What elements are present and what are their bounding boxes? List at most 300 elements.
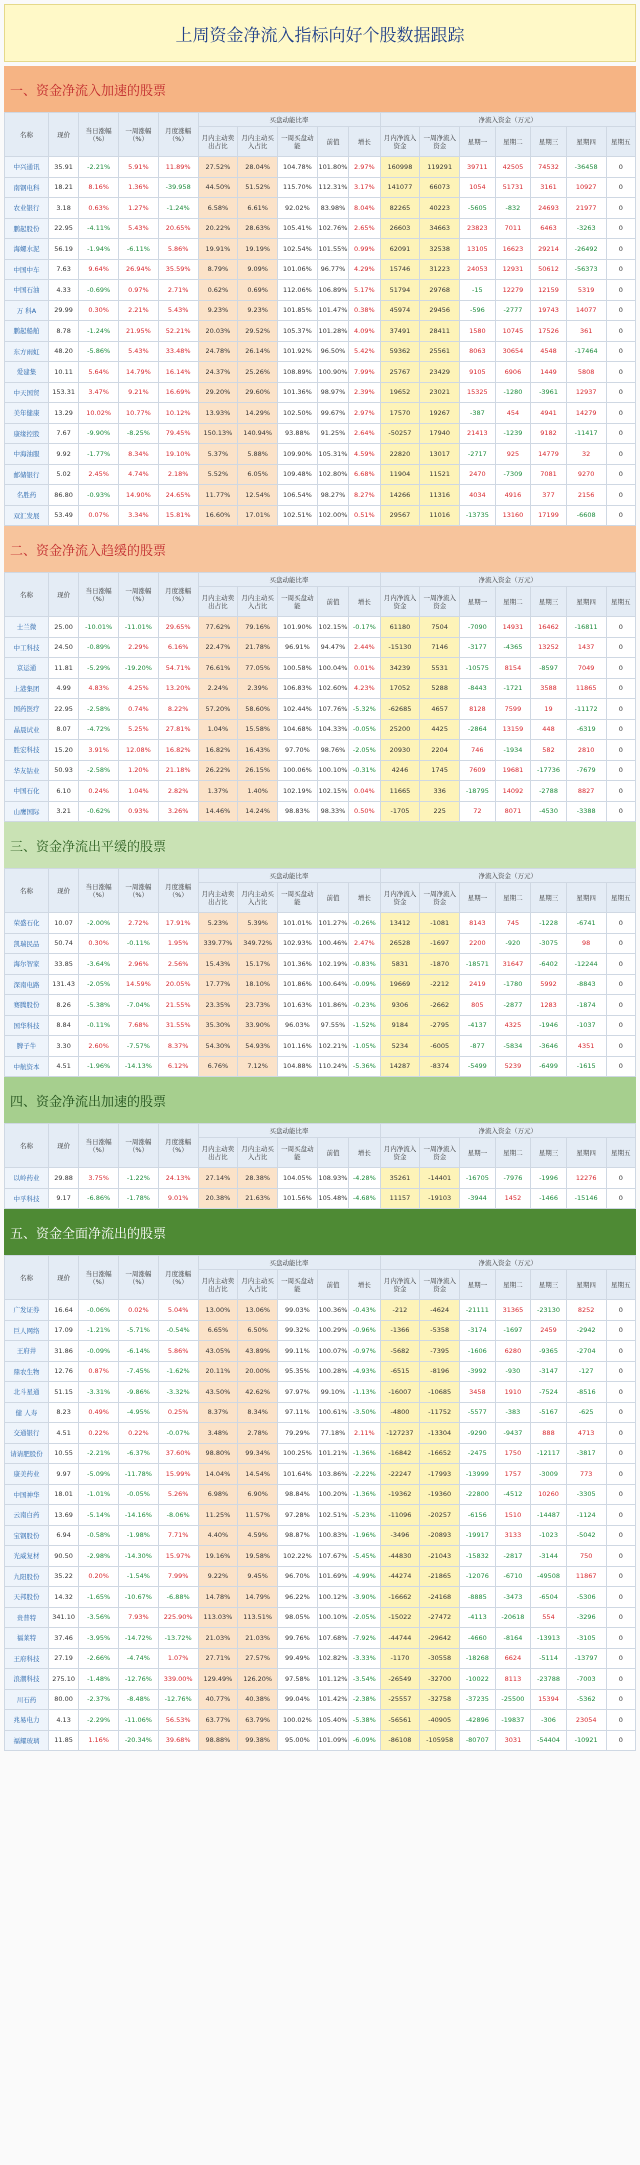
table-cell: -8374 <box>420 1056 460 1077</box>
stock-name[interactable]: 深南电路 <box>5 974 49 995</box>
stock-name[interactable]: 国华科技 <box>5 1015 49 1036</box>
table-cell: 8.22% <box>158 699 198 720</box>
table-cell: -0.26% <box>349 913 380 934</box>
stock-name[interactable]: 天邦股份 <box>5 1587 49 1608</box>
column-header: 前值 <box>317 1138 348 1168</box>
stock-name[interactable]: 北斗星通 <box>5 1382 49 1403</box>
table-cell: -4365 <box>495 637 531 658</box>
stock-name[interactable]: 凯瑞民品 <box>5 933 49 954</box>
table-cell: 3161 <box>531 177 567 198</box>
stock-name[interactable]: 中国石化 <box>5 781 49 802</box>
table-cell: 97.11% <box>278 1402 318 1423</box>
table-cell: -920 <box>495 933 531 954</box>
table-cell: 101.36% <box>278 382 318 403</box>
stock-name[interactable]: 宝钢股份 <box>5 1525 49 1546</box>
stock-name[interactable]: 川石药 <box>5 1689 49 1710</box>
table-cell: 0 <box>606 444 635 465</box>
stock-name[interactable]: 东方雨虹 <box>5 341 49 362</box>
table-cell: -15 <box>460 280 496 301</box>
table-cell: -3992 <box>460 1361 496 1382</box>
table-cell: 102.50% <box>278 403 318 424</box>
stock-name[interactable]: 广发证券 <box>5 1300 49 1321</box>
stock-name[interactable]: 南钢电科 <box>5 177 49 198</box>
stock-name[interactable]: 巨人网络 <box>5 1320 49 1341</box>
table-cell: 9182 <box>531 423 567 444</box>
table-cell: 16.14% <box>158 362 198 383</box>
table-cell: 14931 <box>495 617 531 638</box>
stock-name[interactable]: 农业银行 <box>5 198 49 219</box>
table-cell: 8.34% <box>238 1402 278 1423</box>
table-cell: 1449 <box>531 362 567 383</box>
table-cell: -11.01% <box>119 617 159 638</box>
table-cell: 63.77% <box>198 1710 238 1731</box>
table-row <box>5 1669 636 1690</box>
table-row <box>5 341 636 362</box>
table-cell: 10745 <box>495 321 531 342</box>
table-cell: 12279 <box>495 280 531 301</box>
table-cell: -3177 <box>460 637 496 658</box>
table-cell: 0 <box>606 995 635 1016</box>
table-cell: 0 <box>606 678 635 699</box>
table-row <box>5 719 636 740</box>
group-header-row <box>5 869 636 883</box>
column-header: 星期二 <box>495 1270 531 1300</box>
stock-name[interactable]: 胜宏科技 <box>5 740 49 761</box>
table-cell: 1.04% <box>119 781 159 802</box>
table-cell: 113.03% <box>198 1607 238 1628</box>
stock-name[interactable]: 邮储银行 <box>5 464 49 485</box>
table-cell: 5831 <box>380 954 420 975</box>
table-cell: -1.36% <box>349 1484 380 1505</box>
table-row <box>5 259 636 280</box>
table-cell: -5.86% <box>79 341 119 362</box>
table-cell: 13160 <box>495 505 531 526</box>
table-cell: 0 <box>606 403 635 424</box>
table-row <box>5 239 636 260</box>
table-cell: 14.46% <box>198 801 238 822</box>
stock-name[interactable]: 赛腾股份 <box>5 995 49 1016</box>
table-cell: -3296 <box>566 1607 606 1628</box>
table-cell: 336 <box>420 781 460 802</box>
column-header: 名称 <box>5 1256 49 1300</box>
table-row <box>5 485 636 506</box>
table-cell: 21413 <box>460 423 496 444</box>
table-cell: -15832 <box>460 1546 496 1567</box>
table-cell: 100.07% <box>317 1341 348 1362</box>
table-cell: 101.42% <box>317 1689 348 1710</box>
table-cell: 0 <box>606 177 635 198</box>
table-cell: 10.11 <box>48 362 78 383</box>
table-cell: 8.78 <box>48 321 78 342</box>
table-cell: 102.22% <box>278 1546 318 1567</box>
table-cell: 5.43% <box>119 218 159 239</box>
stock-name[interactable]: 光威复材 <box>5 1546 49 1567</box>
table-cell: 12.76 <box>48 1361 78 1382</box>
stock-name[interactable]: 中国中车 <box>5 259 49 280</box>
table-cell: -0.62% <box>79 801 119 822</box>
table-cell: 0 <box>606 1566 635 1587</box>
table-cell: 21.03% <box>198 1628 238 1649</box>
table-cell: 3588 <box>531 678 567 699</box>
stock-name[interactable]: 山鹰国际 <box>5 801 49 822</box>
stock-name[interactable]: 康美药业 <box>5 1464 49 1485</box>
table-cell: 99.34% <box>238 1443 278 1464</box>
table-cell: -4512 <box>495 1484 531 1505</box>
table-cell: 10260 <box>531 1484 567 1505</box>
stock-name[interactable]: 请请肥股份 <box>5 1443 49 1464</box>
table-cell: -0.05% <box>349 719 380 740</box>
column-header: 星期一 <box>460 883 496 913</box>
table-cell: 17.77% <box>198 974 238 995</box>
table-cell: 925 <box>495 444 531 465</box>
stock-name[interactable]: 鹏起船舶 <box>5 321 49 342</box>
table-row <box>5 1464 636 1485</box>
table-cell: 15.20 <box>48 740 78 761</box>
stock-name[interactable]: 美年健康 <box>5 403 49 424</box>
table-cell: 31223 <box>420 259 460 280</box>
table-cell: 12276 <box>566 1168 606 1189</box>
table-cell: 28411 <box>420 321 460 342</box>
table-cell: 9.01% <box>158 1188 198 1209</box>
table-cell: 9.23% <box>198 300 238 321</box>
table-cell: 9.97 <box>48 1464 78 1485</box>
stock-name[interactable]: 中工科技 <box>5 637 49 658</box>
table-cell: 112.31% <box>317 177 348 198</box>
stock-name[interactable]: 云南白药 <box>5 1505 49 1526</box>
table-cell: -1.78% <box>119 1188 159 1209</box>
table-cell: -8843 <box>566 974 606 995</box>
table-cell: 4.09% <box>349 321 380 342</box>
table-cell: 7011 <box>495 218 531 239</box>
stock-name[interactable]: 康缘控股 <box>5 423 49 444</box>
table-cell: 0.51% <box>349 505 380 526</box>
stock-name[interactable]: 万 科A <box>5 300 49 321</box>
table-cell: -21043 <box>420 1546 460 1567</box>
column-header: 一周净流入资金 <box>420 883 460 913</box>
table-cell: 98.88% <box>198 1730 238 1751</box>
stock-name[interactable]: 国药医疗 <box>5 699 49 720</box>
stock-name[interactable]: 鹏起股份 <box>5 218 49 239</box>
table-cell: 10.55 <box>48 1443 78 1464</box>
table-row <box>5 403 636 424</box>
table-row <box>5 1320 636 1341</box>
table-row <box>5 781 636 802</box>
column-header: 星期五 <box>606 1270 635 1300</box>
table-cell: 12.54% <box>238 485 278 506</box>
table-cell: 27.52% <box>198 157 238 178</box>
table-cell: -11096 <box>380 1505 420 1526</box>
table-cell: -16007 <box>380 1382 420 1403</box>
group-header-buy-ratio: 买盘动能比率 <box>198 113 380 127</box>
column-header: 月度涨幅（%） <box>158 1256 198 1300</box>
table-cell: -6499 <box>531 1056 567 1077</box>
stock-name[interactable]: 健 人寿 <box>5 1402 49 1423</box>
table-cell: 96.70% <box>278 1566 318 1587</box>
stock-name[interactable]: 福耀玻璃 <box>5 1730 49 1751</box>
column-header: 现价 <box>48 1256 78 1300</box>
table-cell: -1037 <box>566 1015 606 1036</box>
stock-name[interactable]: 海螺水泥 <box>5 239 49 260</box>
table-cell: 0.07% <box>79 505 119 526</box>
table-cell: -4.99% <box>349 1566 380 1587</box>
stock-name[interactable]: 福莱特 <box>5 1628 49 1649</box>
table-cell: 96.77% <box>317 259 348 280</box>
table-cell: -3.54% <box>349 1669 380 1690</box>
stock-name[interactable]: 交通银行 <box>5 1423 49 1444</box>
table-cell: -8.06% <box>158 1505 198 1526</box>
table-cell: -3144 <box>531 1546 567 1567</box>
table-cell: -15146 <box>566 1188 606 1209</box>
stock-name[interactable]: 双汇发展 <box>5 505 49 526</box>
stock-name[interactable]: 中天国贸 <box>5 382 49 403</box>
stock-name[interactable]: 王府井 <box>5 1341 49 1362</box>
table-cell: -1697 <box>420 933 460 954</box>
table-cell: 100.20% <box>317 1484 348 1505</box>
table-cell: 0 <box>606 1320 635 1341</box>
table-cell: -1.54% <box>119 1566 159 1587</box>
stock-name[interactable]: 华友钴业 <box>5 760 49 781</box>
table-cell: -387 <box>460 403 496 424</box>
table-cell: 3.34% <box>119 505 159 526</box>
table-cell: 110.24% <box>317 1056 348 1077</box>
table-cell: -13304 <box>420 1423 460 1444</box>
stock-name[interactable]: 脾子牛 <box>5 1036 49 1057</box>
stock-name[interactable]: 兆易电力 <box>5 1710 49 1731</box>
table-cell: 0 <box>606 1423 635 1444</box>
column-header: 月内主动卖出占比 <box>198 1138 238 1168</box>
table-cell: -10.67% <box>119 1587 159 1608</box>
table-cell: 28.38% <box>238 1168 278 1189</box>
page-title: 上周资金净流入指标向好个股数据跟踪 <box>4 4 636 62</box>
stock-name[interactable]: 中国神华 <box>5 1484 49 1505</box>
table-cell: 92.02% <box>278 198 318 219</box>
stock-name[interactable]: 海尔智家 <box>5 954 49 975</box>
table-cell: -3388 <box>566 801 606 822</box>
table-cell: 341.10 <box>48 1607 78 1628</box>
table-cell: 4.99 <box>48 678 78 699</box>
table-cell: 99.11% <box>278 1341 318 1362</box>
table-cell: 6.58% <box>198 198 238 219</box>
table-cell: -0.07% <box>158 1423 198 1444</box>
table-cell: 93.88% <box>278 423 318 444</box>
table-cell: 4.51 <box>48 1423 78 1444</box>
table-cell: 22820 <box>380 444 420 465</box>
table-cell: -17464 <box>566 341 606 362</box>
table-cell: 23429 <box>420 362 460 383</box>
table-cell: -1170 <box>380 1648 420 1669</box>
table-cell: 22.47% <box>198 637 238 658</box>
table-cell: 24.50 <box>48 637 78 658</box>
table-cell: 105.31% <box>317 444 348 465</box>
table-cell: 0 <box>606 740 635 761</box>
table-cell: -2717 <box>460 444 496 465</box>
stock-name[interactable]: 中兴通讯 <box>5 157 49 178</box>
table-cell: 0 <box>606 464 635 485</box>
table-cell: -3.64% <box>79 954 119 975</box>
table-cell: 57.20% <box>198 699 238 720</box>
table-cell: -5.71% <box>119 1320 159 1341</box>
table-cell: -9.90% <box>79 423 119 444</box>
table-row <box>5 1188 636 1209</box>
table-row <box>5 913 636 934</box>
table-cell: 0.97% <box>119 280 159 301</box>
table-cell: 8.37% <box>198 1402 238 1423</box>
stock-name[interactable]: 晶晨试业 <box>5 719 49 740</box>
table-cell: -1697 <box>495 1320 531 1341</box>
stock-name[interactable]: 荣盛石化 <box>5 913 49 934</box>
table-cell: 21.03% <box>238 1628 278 1649</box>
table-row <box>5 760 636 781</box>
table-cell: 40.77% <box>198 1689 238 1710</box>
table-cell: 5288 <box>420 678 460 699</box>
stock-name[interactable]: 中航资本 <box>5 1056 49 1077</box>
table-cell: 2.39% <box>349 382 380 403</box>
table-cell: 28.63% <box>238 218 278 239</box>
table-cell: 74532 <box>531 157 567 178</box>
stock-name[interactable]: 上港集团 <box>5 678 49 699</box>
table-cell: 106.83% <box>278 678 318 699</box>
stock-name[interactable]: 名胜药 <box>5 485 49 506</box>
table-cell: 5.04% <box>158 1300 198 1321</box>
table-cell: 6.50% <box>238 1320 278 1341</box>
table-cell: 0 <box>606 617 635 638</box>
table-cell: -5.32% <box>349 699 380 720</box>
table-cell: 19652 <box>380 382 420 403</box>
table-cell: 101.12% <box>317 1669 348 1690</box>
table-cell: 3.17% <box>349 177 380 198</box>
table-cell: 35261 <box>380 1168 420 1189</box>
table-cell: 6.98% <box>198 1484 238 1505</box>
table-cell: -0.09% <box>79 1341 119 1362</box>
table-cell: 28.04% <box>238 157 278 178</box>
table-cell: -7.04% <box>119 995 159 1016</box>
stock-name[interactable]: 中孚科技 <box>5 1188 49 1209</box>
table-row <box>5 382 636 403</box>
table-cell: 20.11% <box>198 1361 238 1382</box>
table-cell: 29.60% <box>238 382 278 403</box>
table-cell: -4624 <box>420 1300 460 1321</box>
table-cell: 29768 <box>420 280 460 301</box>
table-cell: -8.48% <box>119 1689 159 1710</box>
table-cell: 14077 <box>566 300 606 321</box>
stock-name[interactable]: 中国石油 <box>5 280 49 301</box>
table-cell: -16662 <box>380 1587 420 1608</box>
table-cell: 106.89% <box>317 280 348 301</box>
table-cell: -8.25% <box>119 423 159 444</box>
stock-name[interactable]: 鼎农生物 <box>5 1361 49 1382</box>
group-header-buy-ratio: 买盘动能比率 <box>198 573 380 587</box>
table-cell: -86108 <box>380 1730 420 1751</box>
table-cell: 4.25% <box>119 678 159 699</box>
table-cell: 21.63% <box>238 1188 278 1209</box>
table-cell: -19837 <box>495 1710 531 1731</box>
table-cell: 98.27% <box>317 485 348 506</box>
table-cell: 43.50% <box>198 1382 238 1403</box>
table-cell: 1.36% <box>119 177 159 198</box>
column-header: 一周涨幅（%） <box>119 1256 159 1300</box>
column-header: 月内净流入资金 <box>380 883 420 913</box>
table-cell: 104.78% <box>278 157 318 178</box>
table-cell: -8164 <box>495 1628 531 1649</box>
table-cell: 25.26% <box>238 362 278 383</box>
table-cell: 0.63% <box>79 198 119 219</box>
table-cell: 14287 <box>380 1056 420 1077</box>
table-cell: 33.90% <box>238 1015 278 1036</box>
stock-name[interactable]: 浪潮科技 <box>5 1669 49 1690</box>
stock-name[interactable]: 九阳股份 <box>5 1566 49 1587</box>
stock-name[interactable]: 士兰微 <box>5 617 49 638</box>
table-cell: -1228 <box>531 913 567 934</box>
table-cell: 99.38% <box>238 1730 278 1751</box>
table-cell: 102.93% <box>278 933 318 954</box>
stock-name[interactable]: 爱建集 <box>5 362 49 383</box>
table-cell: -11.78% <box>119 1464 159 1485</box>
table-cell: 9.92 <box>48 444 78 465</box>
table-cell: -6319 <box>566 719 606 740</box>
column-header: 星期五 <box>606 1138 635 1168</box>
table-cell: 2.18% <box>158 464 198 485</box>
table-cell: -44744 <box>380 1628 420 1649</box>
table-cell: 35.91 <box>48 157 78 178</box>
table-cell: -2.38% <box>349 1689 380 1710</box>
table-cell: 14.04% <box>198 1464 238 1485</box>
table-cell: 7504 <box>420 617 460 638</box>
table-cell: 105.37% <box>278 321 318 342</box>
table-cell: 102.80% <box>317 464 348 485</box>
table-cell: 1910 <box>495 1382 531 1403</box>
stock-name[interactable]: 中海油服 <box>5 444 49 465</box>
table-cell: 100.28% <box>317 1361 348 1382</box>
table-cell: -5.09% <box>79 1464 119 1485</box>
stock-name[interactable]: 京运通 <box>5 658 49 679</box>
table-cell: 23021 <box>420 382 460 403</box>
stock-name[interactable]: 贵普特 <box>5 1607 49 1628</box>
table-cell: 29.52% <box>238 321 278 342</box>
table-cell: -11417 <box>566 423 606 444</box>
table-cell: -5306 <box>566 1587 606 1608</box>
table-cell: 97.97% <box>278 1382 318 1403</box>
table-cell: 3458 <box>460 1382 496 1403</box>
stock-name[interactable]: 王府科技 <box>5 1648 49 1669</box>
column-header: 当日涨幅（%） <box>79 1124 119 1168</box>
table-cell: -19917 <box>460 1525 496 1546</box>
table-cell: 16.60% <box>198 505 238 526</box>
section-2 <box>4 526 636 822</box>
table-cell: 24.13% <box>158 1168 198 1189</box>
table-cell: 11521 <box>420 464 460 485</box>
table-cell: -10022 <box>460 1669 496 1690</box>
table-cell: -5605 <box>460 198 496 219</box>
table-cell: 5.86% <box>158 239 198 260</box>
table-cell: -6.11% <box>119 239 159 260</box>
table-cell: -1.96% <box>349 1525 380 1546</box>
table-row <box>5 1607 636 1628</box>
table-cell: -0.97% <box>349 1341 380 1362</box>
table-cell: 43.89% <box>238 1341 278 1362</box>
table-cell: 4.13 <box>48 1710 78 1731</box>
stock-name[interactable]: 以岭药业 <box>5 1168 49 1189</box>
table-cell: 0 <box>606 321 635 342</box>
table-cell: -5.23% <box>349 1505 380 1526</box>
table-cell: 98.83% <box>278 801 318 822</box>
table-cell: -22800 <box>460 1484 496 1505</box>
table-cell: 79.29% <box>278 1423 318 1444</box>
table-cell: 102.15% <box>317 781 348 802</box>
table-cell: -1.77% <box>79 444 119 465</box>
table-cell: 7.67 <box>48 423 78 444</box>
table-cell: 160998 <box>380 157 420 178</box>
table-cell: -44830 <box>380 1546 420 1567</box>
